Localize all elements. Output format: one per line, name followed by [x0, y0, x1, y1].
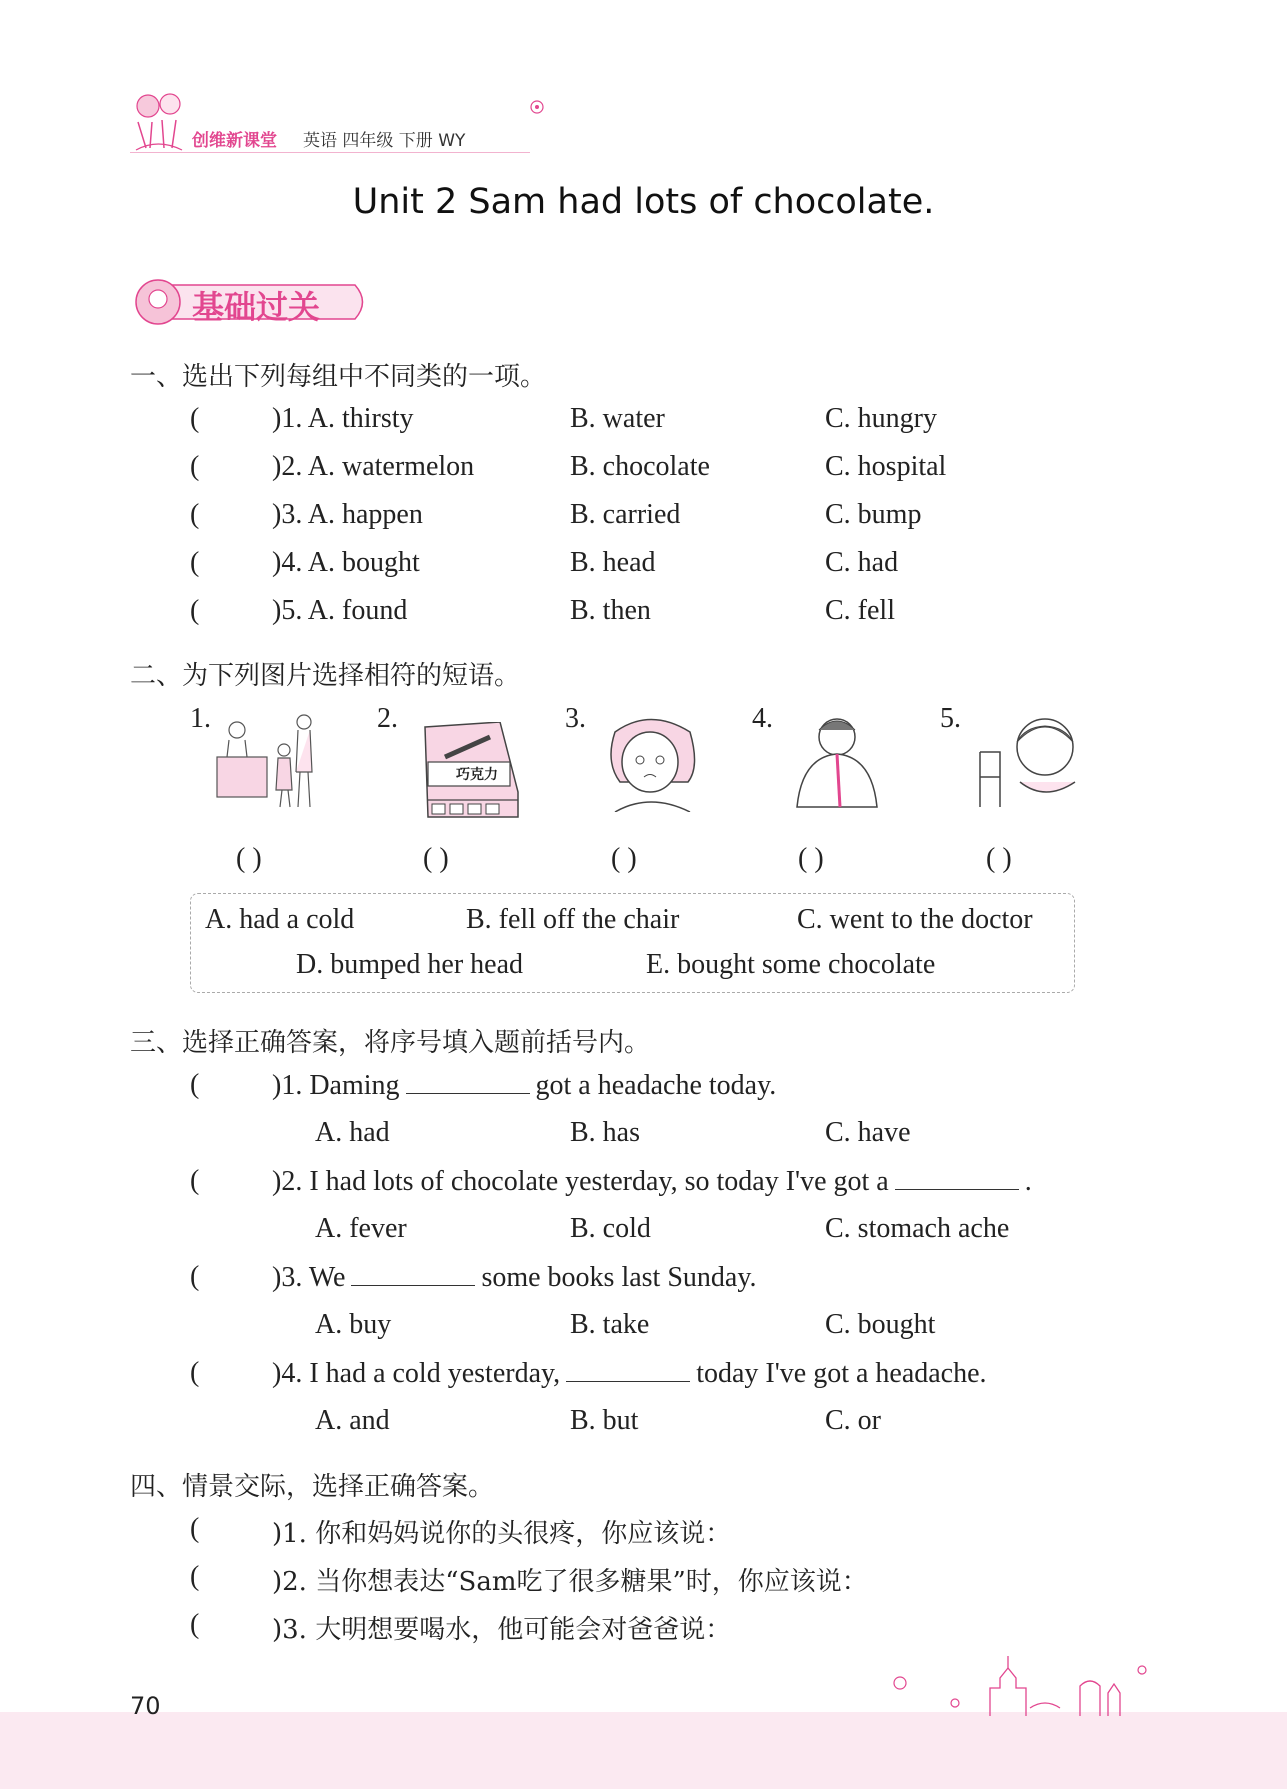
fill-blank[interactable] [566, 1357, 690, 1382]
answer-paren[interactable]: ( [190, 1165, 200, 1196]
chocolate-box-label: 巧克力 [456, 767, 498, 783]
page-number: 70 [130, 1692, 161, 1720]
option-a: A. fever [315, 1213, 407, 1244]
question-text-end: got a headache today. [535, 1070, 777, 1101]
option-b: B. but [570, 1405, 639, 1436]
question-a: )2. A. watermelon [272, 451, 475, 482]
answer-paren[interactable]: ( [190, 403, 200, 434]
answer-paren[interactable]: ( [190, 595, 200, 626]
question-row [190, 1069, 1190, 1103]
answer-paren[interactable]: ( [190, 1513, 200, 1544]
picture-number: 1. [190, 703, 211, 734]
option-b: B. chocolate [570, 451, 710, 482]
girl-bump-picture-icon [600, 712, 710, 812]
doctor-visit-picture-icon [212, 712, 322, 812]
options-row [190, 1117, 1190, 1151]
phrase-option-e: E. bought some chocolate [646, 949, 936, 980]
fill-blank[interactable] [406, 1069, 530, 1094]
footer-band [0, 1712, 1287, 1789]
answer-paren[interactable]: ( ) [423, 843, 449, 874]
question-row [190, 1261, 1190, 1295]
answer-paren[interactable]: ( [190, 451, 200, 482]
answer-paren[interactable]: ( ) [986, 843, 1012, 874]
section3-title: 三、选择正确答案，将序号填入题前括号内。 [130, 1028, 651, 1058]
picture-number: 4. [752, 703, 773, 734]
option-b: B. take [570, 1309, 650, 1340]
answer-paren[interactable]: ( [190, 1261, 200, 1292]
boy-fell-chair-picture-icon [975, 712, 1085, 812]
option-b: B. water [570, 403, 665, 434]
question-text: )3. 大明想要喝水，他可能会对爸爸说： [272, 1615, 732, 1645]
question-text: )2. I had lots of chocolate yesterday, so today I've got a [272, 1166, 889, 1197]
phrase-options-box [190, 893, 1075, 993]
phrase-option-c: C. went to the doctor [797, 904, 1033, 935]
question-row [190, 1513, 1190, 1547]
option-b: B. cold [570, 1213, 651, 1244]
question-text: )4. I had a cold yesterday, [272, 1358, 561, 1389]
section1-row [190, 547, 1190, 581]
header-rule [130, 152, 530, 153]
option-a: A. had [315, 1117, 390, 1148]
question-text: )2. 当你想表达“Sam吃了很多糖果”时，你应该说： [272, 1567, 868, 1597]
question-text: )3. We [272, 1262, 346, 1293]
fill-blank[interactable] [351, 1261, 475, 1286]
option-c: C. bump [825, 499, 922, 530]
option-b: B. then [570, 595, 651, 626]
question-a: )3. A. happen [272, 499, 423, 530]
header-brand: 创维新课堂 [192, 131, 277, 151]
phrase-option-b: B. fell off the chair [466, 904, 680, 935]
question-row [190, 1165, 1190, 1199]
section2-title: 二、为下列图片选择相符的短语。 [130, 661, 521, 691]
question-text-end: . [1024, 1166, 1032, 1197]
option-a: A. buy [315, 1309, 392, 1340]
answer-paren[interactable]: ( [190, 1609, 200, 1640]
header-kids-illustration [128, 88, 190, 156]
question-text: )1. 你和妈妈说你的头很疼，你应该说： [272, 1519, 732, 1549]
answer-paren[interactable]: ( [190, 547, 200, 578]
option-c: C. had [825, 547, 899, 578]
option-c: C. stomach ache [825, 1213, 1010, 1244]
options-row [190, 1213, 1190, 1247]
section1-row [190, 595, 1190, 629]
phrase-option-d: D. bumped her head [296, 949, 524, 980]
question-row [190, 1357, 1190, 1391]
option-b: B. has [570, 1117, 640, 1148]
section4-title: 四、情景交际，选择正确答案。 [130, 1472, 495, 1502]
picture-number: 5. [940, 703, 961, 734]
picture-number: 3. [565, 703, 586, 734]
options-row [190, 1309, 1190, 1343]
option-c: C. fell [825, 595, 895, 626]
question-a: )1. A. thirsty [272, 403, 414, 434]
option-b: B. carried [570, 499, 681, 530]
picture-number: 2. [377, 703, 398, 734]
answer-paren[interactable]: ( ) [611, 843, 637, 874]
section1-row [190, 499, 1190, 533]
option-a: A. and [315, 1405, 390, 1436]
question-text-end: today I've got a headache. [696, 1358, 987, 1389]
option-c: C. or [825, 1405, 881, 1436]
answer-paren[interactable]: ( [190, 1357, 200, 1388]
phrase-option-a: A. had a cold [205, 904, 355, 935]
fill-blank[interactable] [895, 1165, 1019, 1190]
flower-decoration-icon [528, 98, 546, 116]
option-b: B. head [570, 547, 656, 578]
section1-row [190, 451, 1190, 485]
boy-cold-picture-icon [782, 712, 892, 812]
option-c: C. bought [825, 1309, 936, 1340]
answer-paren[interactable]: ( [190, 499, 200, 530]
section1-row [190, 403, 1190, 437]
castle-decoration-icon [880, 1648, 1170, 1718]
answer-paren[interactable]: ( ) [798, 843, 824, 874]
header-subject: 英语 四年级 下册 WY [303, 131, 466, 151]
option-c: C. have [825, 1117, 911, 1148]
question-a: )5. A. found [272, 595, 408, 626]
section1-title: 一、选出下列每组中不同类的一项。 [130, 362, 547, 392]
answer-paren[interactable]: ( ) [236, 843, 262, 874]
answer-paren[interactable]: ( [190, 1561, 200, 1592]
question-a: )4. A. bought [272, 547, 420, 578]
question-text-end: some books last Sunday. [481, 1262, 757, 1293]
question-row [190, 1561, 1190, 1595]
options-row [190, 1405, 1190, 1439]
section-banner-title: 基础过关 [192, 288, 321, 326]
page-title: Unit 2 Sam had lots of chocolate. [352, 182, 935, 222]
option-c: C. hospital [825, 451, 947, 482]
option-c: C. hungry [825, 403, 937, 434]
question-row [190, 1609, 1190, 1643]
question-text: )1. Daming [272, 1070, 400, 1101]
answer-paren[interactable]: ( [190, 1069, 200, 1100]
